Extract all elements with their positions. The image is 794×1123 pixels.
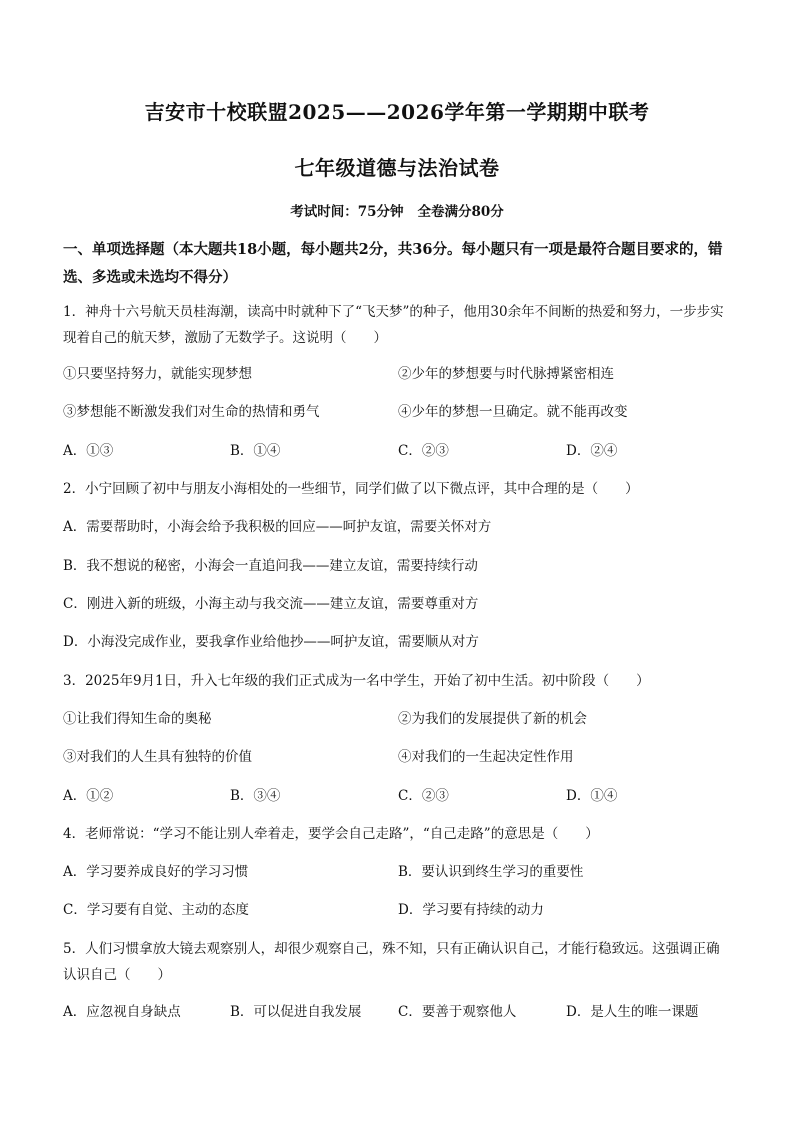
question-4-stem: 4．老师常说：“学习不能让别人牵着走，要学会自己走路”，“自己走路”的意思是（ ） [63, 826, 599, 842]
q3-option-c: C．②③ [398, 788, 449, 804]
q2-option-a: A．需要帮助时，小海会给予我积极的回应——呵护友谊，需要关怀对方 [63, 519, 492, 535]
q1-statement-4: ④少年的梦想一旦确定。就不能再改变 [398, 404, 628, 420]
q1-statement-3: ③梦想能不断激发我们对生命的热情和勇气 [63, 404, 320, 420]
q4-option-d: D．学习要有持续的动力 [398, 902, 544, 918]
section-heading: 一、单项选择题（本大题共18小题，每小题共2分，共36分。每小题只有一项是最符合题目要求的，错选、多选或未选均不得分） [63, 241, 723, 286]
question-3-stem: 3．2025年9月1日，升入七年级的我们正式成为一名中学生，开始了初中生活。初中阶段（ ） [63, 673, 650, 689]
exam-subtitle: 七年级道德与法治试卷 [294, 156, 500, 180]
q2-option-d: D．小海没完成作业，要我拿作业给他抄——呵护友谊，需要顺从对方 [63, 634, 479, 650]
q2-option-c: C．刚进入新的班级，小海主动与我交流——建立友谊，需要尊重对方 [63, 596, 479, 612]
question-1-stem: 1．神舟十六号航天员桂海潮，读高中时就种下了“飞天梦”的种子，他用30余年不间断的热爱和努力，一步步实现着自己的航天梦，激励了无数学子。这说明（ ） [63, 304, 724, 346]
q1-statement-2: ②少年的梦想要与时代脉搏紧密相连 [398, 366, 614, 382]
q3-statement-3: ③对我们的人生具有独特的价值 [63, 749, 252, 765]
q1-statement-1: ①只要坚持努力，就能实现梦想 [63, 366, 252, 382]
q4-option-a: A．学习要养成良好的学习习惯 [63, 864, 249, 880]
q5-option-a: A．应忽视自身缺点 [63, 1004, 181, 1020]
q5-option-b: B．可以促进自我发展 [230, 1004, 362, 1020]
q4-option-c: C．学习要有自觉、主动的态度 [63, 902, 249, 918]
exam-time: 考试时间：75分钟 [290, 204, 404, 220]
q3-option-d: D．①④ [566, 788, 618, 804]
q5-option-c: C．要善于观察他人 [398, 1004, 517, 1020]
q3-option-a: A．①② [63, 788, 114, 804]
q2-option-b: B．我不想说的秘密，小海会一直追问我——建立友谊，需要持续行动 [63, 558, 478, 574]
q3-statement-2: ②为我们的发展提供了新的机会 [398, 711, 587, 727]
q5-option-d: D．是人生的唯一课题 [566, 1004, 699, 1020]
q1-option-b: B．①④ [230, 443, 281, 459]
q3-statement-4: ④对我们的一生起决定性作用 [398, 749, 574, 765]
q3-option-b: B．③④ [230, 788, 281, 804]
q1-option-a: A．①③ [63, 443, 114, 459]
exam-meta [0, 200, 794, 220]
q3-statement-1: ①让我们得知生命的奥秘 [63, 711, 212, 727]
q4-option-b: B．要认识到终生学习的重要性 [398, 864, 584, 880]
question-2-stem: 2．小宁回顾了初中与朋友小海相处的一些细节，同学们做了以下微点评，其中合理的是（ ） [63, 481, 639, 497]
q1-option-c: C．②③ [398, 443, 449, 459]
question-5-stem: 5．人们习惯拿放大镜去观察别人，却很少观察自己，殊不知，只有正确认识自己，才能行稳致远。这强调正确认识自己（ ） [63, 941, 720, 983]
exam-title: 吉安市十校联盟2025——2026学年第一学期期中联考 [144, 100, 650, 124]
q1-option-d: D．②④ [566, 443, 618, 459]
full-score: 全卷满分80分 [417, 204, 504, 220]
